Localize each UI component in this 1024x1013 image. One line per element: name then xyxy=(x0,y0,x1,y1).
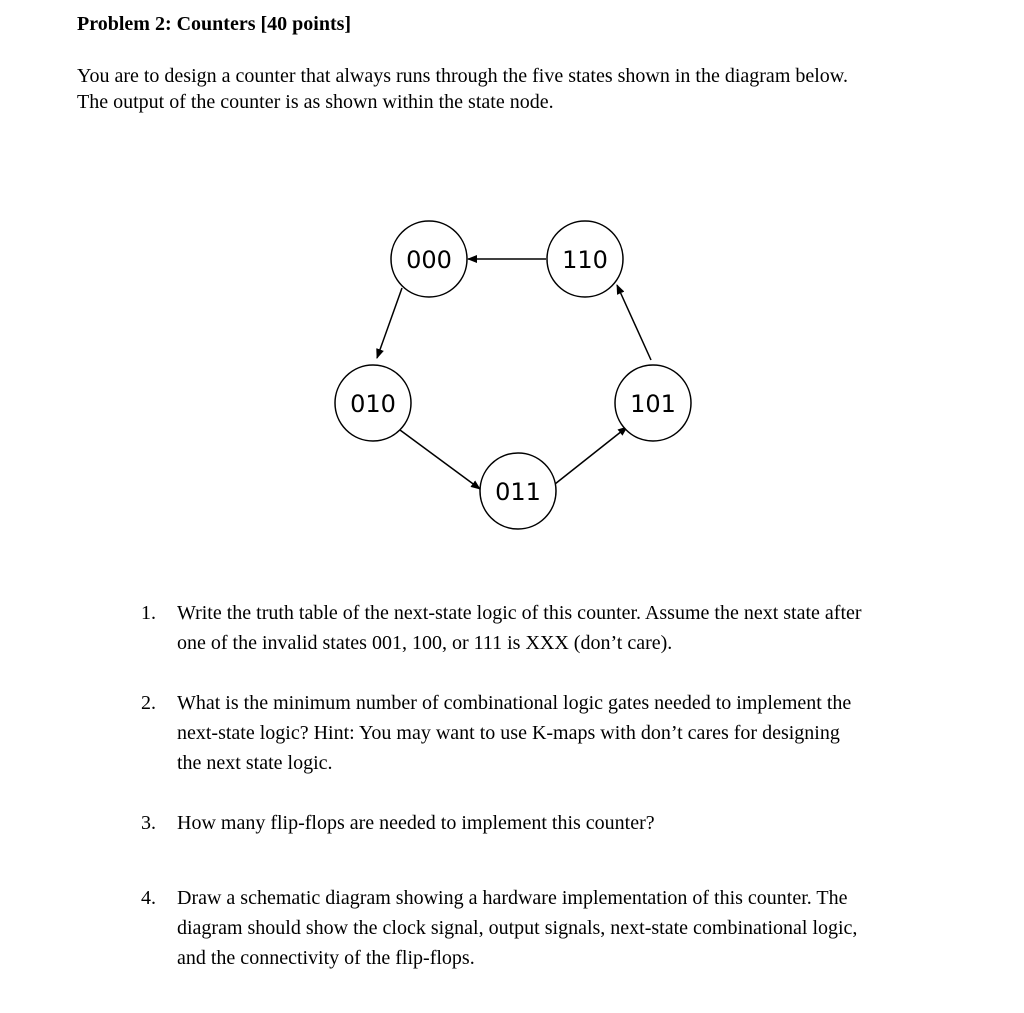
question-number: 4. xyxy=(141,887,156,909)
question-line: next-state logic? Hint: You may want to use K-maps with don’t cares for designing xyxy=(177,722,840,744)
question-2 xyxy=(141,688,961,778)
question-number: 3. xyxy=(141,812,156,834)
problem-title: Problem 2: Counters [40 points] xyxy=(77,13,352,35)
transition-010-to-011 xyxy=(400,430,480,489)
state-node-011 xyxy=(480,453,556,529)
state-label-011: 011 xyxy=(495,478,541,506)
state-label-000: 000 xyxy=(406,246,452,274)
question-line: and the connectivity of the flip-flops. xyxy=(177,947,475,969)
state-label-010: 010 xyxy=(350,390,396,418)
question-line: How many flip-flops are needed to implement this counter? xyxy=(177,812,655,834)
transition-101-to-110 xyxy=(617,285,651,360)
question-number: 1. xyxy=(141,602,156,624)
question-1 xyxy=(141,598,961,658)
question-line: Draw a schematic diagram showing a hardware implementation of this counter. The xyxy=(177,887,848,909)
question-line: Write the truth table of the next-state logic of this counter. Assume the next state after xyxy=(177,602,862,624)
state-label-101: 101 xyxy=(630,390,676,418)
state-node-010 xyxy=(335,365,411,441)
question-line: the next state logic. xyxy=(177,752,333,774)
question-line: diagram should show the clock signal, output signals, next-state combinational logic, xyxy=(177,917,858,939)
state-node-000 xyxy=(391,221,467,297)
state-label-110: 110 xyxy=(562,246,608,274)
question-3 xyxy=(141,808,961,838)
intro-line-1: You are to design a counter that always runs through the five states shown in the diagram below. xyxy=(77,65,848,87)
question-number: 2. xyxy=(141,692,156,714)
intro-line-2: The output of the counter is as shown within the state node. xyxy=(77,91,554,113)
state-node-101 xyxy=(615,365,691,441)
transition-011-to-101 xyxy=(555,427,627,484)
question-line: one of the invalid states 001, 100, or 111 is XXX (don’t care). xyxy=(177,632,673,654)
transition-000-to-010 xyxy=(377,288,402,358)
question-line: What is the minimum number of combinational logic gates needed to implement the xyxy=(177,692,852,714)
question-list xyxy=(141,598,961,973)
state-node-110 xyxy=(547,221,623,297)
question-4 xyxy=(141,883,961,973)
